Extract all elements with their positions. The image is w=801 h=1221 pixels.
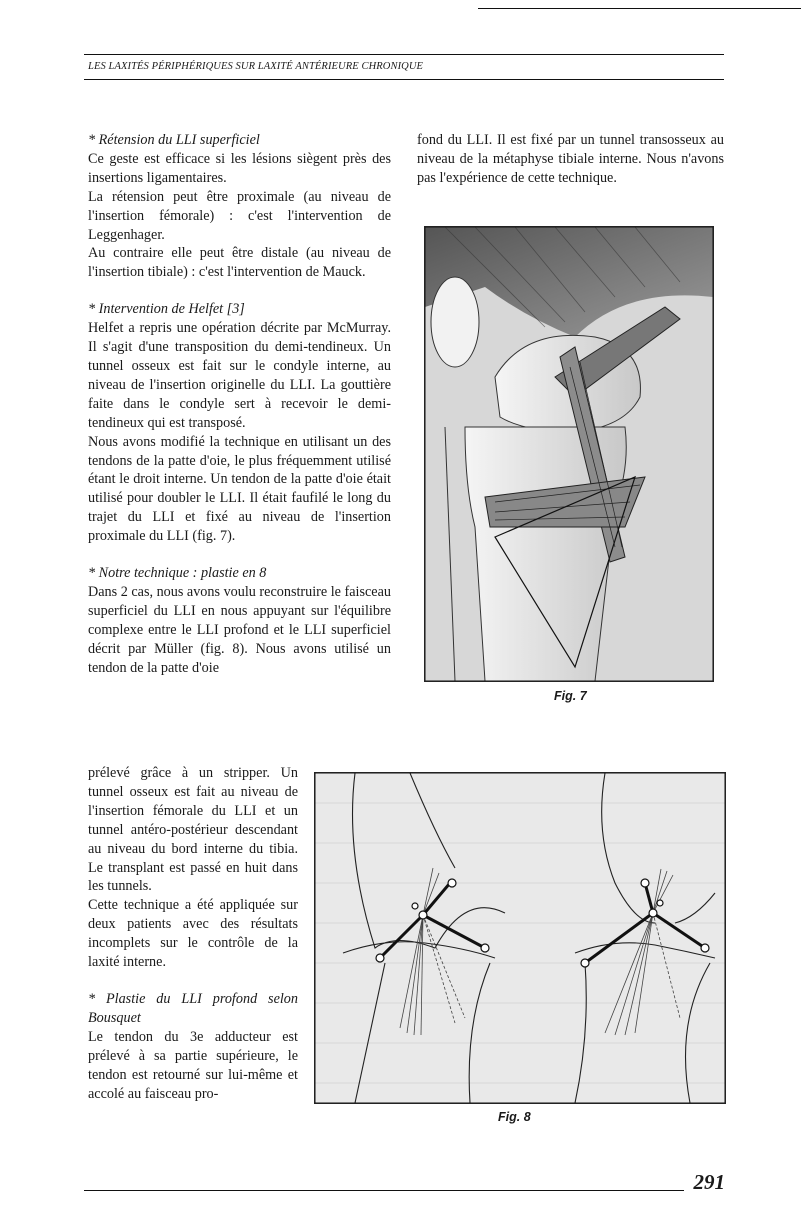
header-rule-bottom	[84, 79, 724, 80]
paragraph: Helfet a repris une opération décrite par McMurray. Il s'agit d'une transposition du demi-tendineux. Un tunnel osseux est fait sur le condyle interne, au niveau de l'insertion originelle du LLI. La gouttière faite dans le condyle sert à recevoir le demi-tendineux qui est transposé.	[88, 320, 391, 431]
figure-8	[314, 772, 726, 1104]
top-rule	[478, 8, 801, 9]
paragraph: Ce geste est efficace si les lésions siègent près des insertions ligamentaires.	[88, 150, 391, 186]
paragraph: Au contraire elle peut être distale (au niveau de l'insertion tibiale) : c'est l'intervention de Mauck.	[88, 245, 391, 281]
paragraph: prélevé grâce à un stripper. Un tunnel osseux est fait au niveau de l'insertion fémorale du LLI et un tunnel antéro-postérieur descendant au niveau du bord interne du tibia. Le transplant est passé en huit dans les tunnels.	[88, 765, 298, 895]
paragraph: fond du LLI. Il est fixé par un tunnel transosseux au niveau de la métaphyse tibiale interne. Nous n'avons pas l'expérience de cette technique.	[417, 132, 724, 186]
paragraph: La rétension peut être proximale (au niveau de l'insertion fémorale) : c'est l'intervention de Leggenhager.	[88, 188, 391, 243]
left-column-narrow	[88, 764, 298, 1103]
paragraph: Le tendon du 3e adducteur est prélevé à sa partie supérieure, le tendon est retourné sur lui-même et accolé au faisceau pro-	[88, 1028, 298, 1102]
section-title-retension: * Rétension du LLI superficiel	[88, 132, 260, 148]
running-head: LES LAXITÉS PÉRIPHÉRIQUES SUR LAXITÉ ANTÉRIEURE CHRONIQUE	[88, 61, 424, 72]
figure-7-illustration	[425, 227, 713, 681]
figure-8-caption: Fig. 8	[498, 1110, 531, 1124]
header-rule-top	[84, 54, 724, 55]
figure-8-illustration	[315, 773, 725, 1103]
figure-7-caption: Fig. 7	[554, 689, 587, 703]
right-column	[417, 131, 724, 188]
paragraph: Cette technique a été appliquée sur deux patients avec des résultats incomplets sur le contrôle de la laxité interne.	[88, 897, 298, 971]
page-number: 291	[693, 1170, 725, 1194]
footer-rule	[84, 1190, 684, 1191]
section-title-helfet: * Intervention de Helfet [3]	[88, 301, 245, 318]
section-title-bousquet: * Plastie du LLI profond selon Bousquet	[88, 990, 298, 1026]
paragraph: Dans 2 cas, nous avons voulu reconstruire le faisceau superficiel du LLI en nous appuyant sur l'équilibre complexe entre le LLI profond et le LLI superficiel décrit par Müller (fig. 8). Nous avons utilisé un tendon de la patte d'oie	[88, 583, 391, 676]
left-column	[88, 131, 391, 677]
figure-7	[424, 226, 714, 682]
section-title-plastie-en-8: * Notre technique : plastie en 8	[88, 565, 267, 582]
paragraph: Nous avons modifié la technique en utilisant un des tendons de la patte d'oie, le plus fréquemment utilisé étant le droit interne. Un tendon de la patte d'oie était utilisé pour doubler le LLI. Il était faufilé le long du trajet du LLI et fixé au niveau de l'insertion proximale du LLI (fig. 7).	[88, 433, 391, 545]
